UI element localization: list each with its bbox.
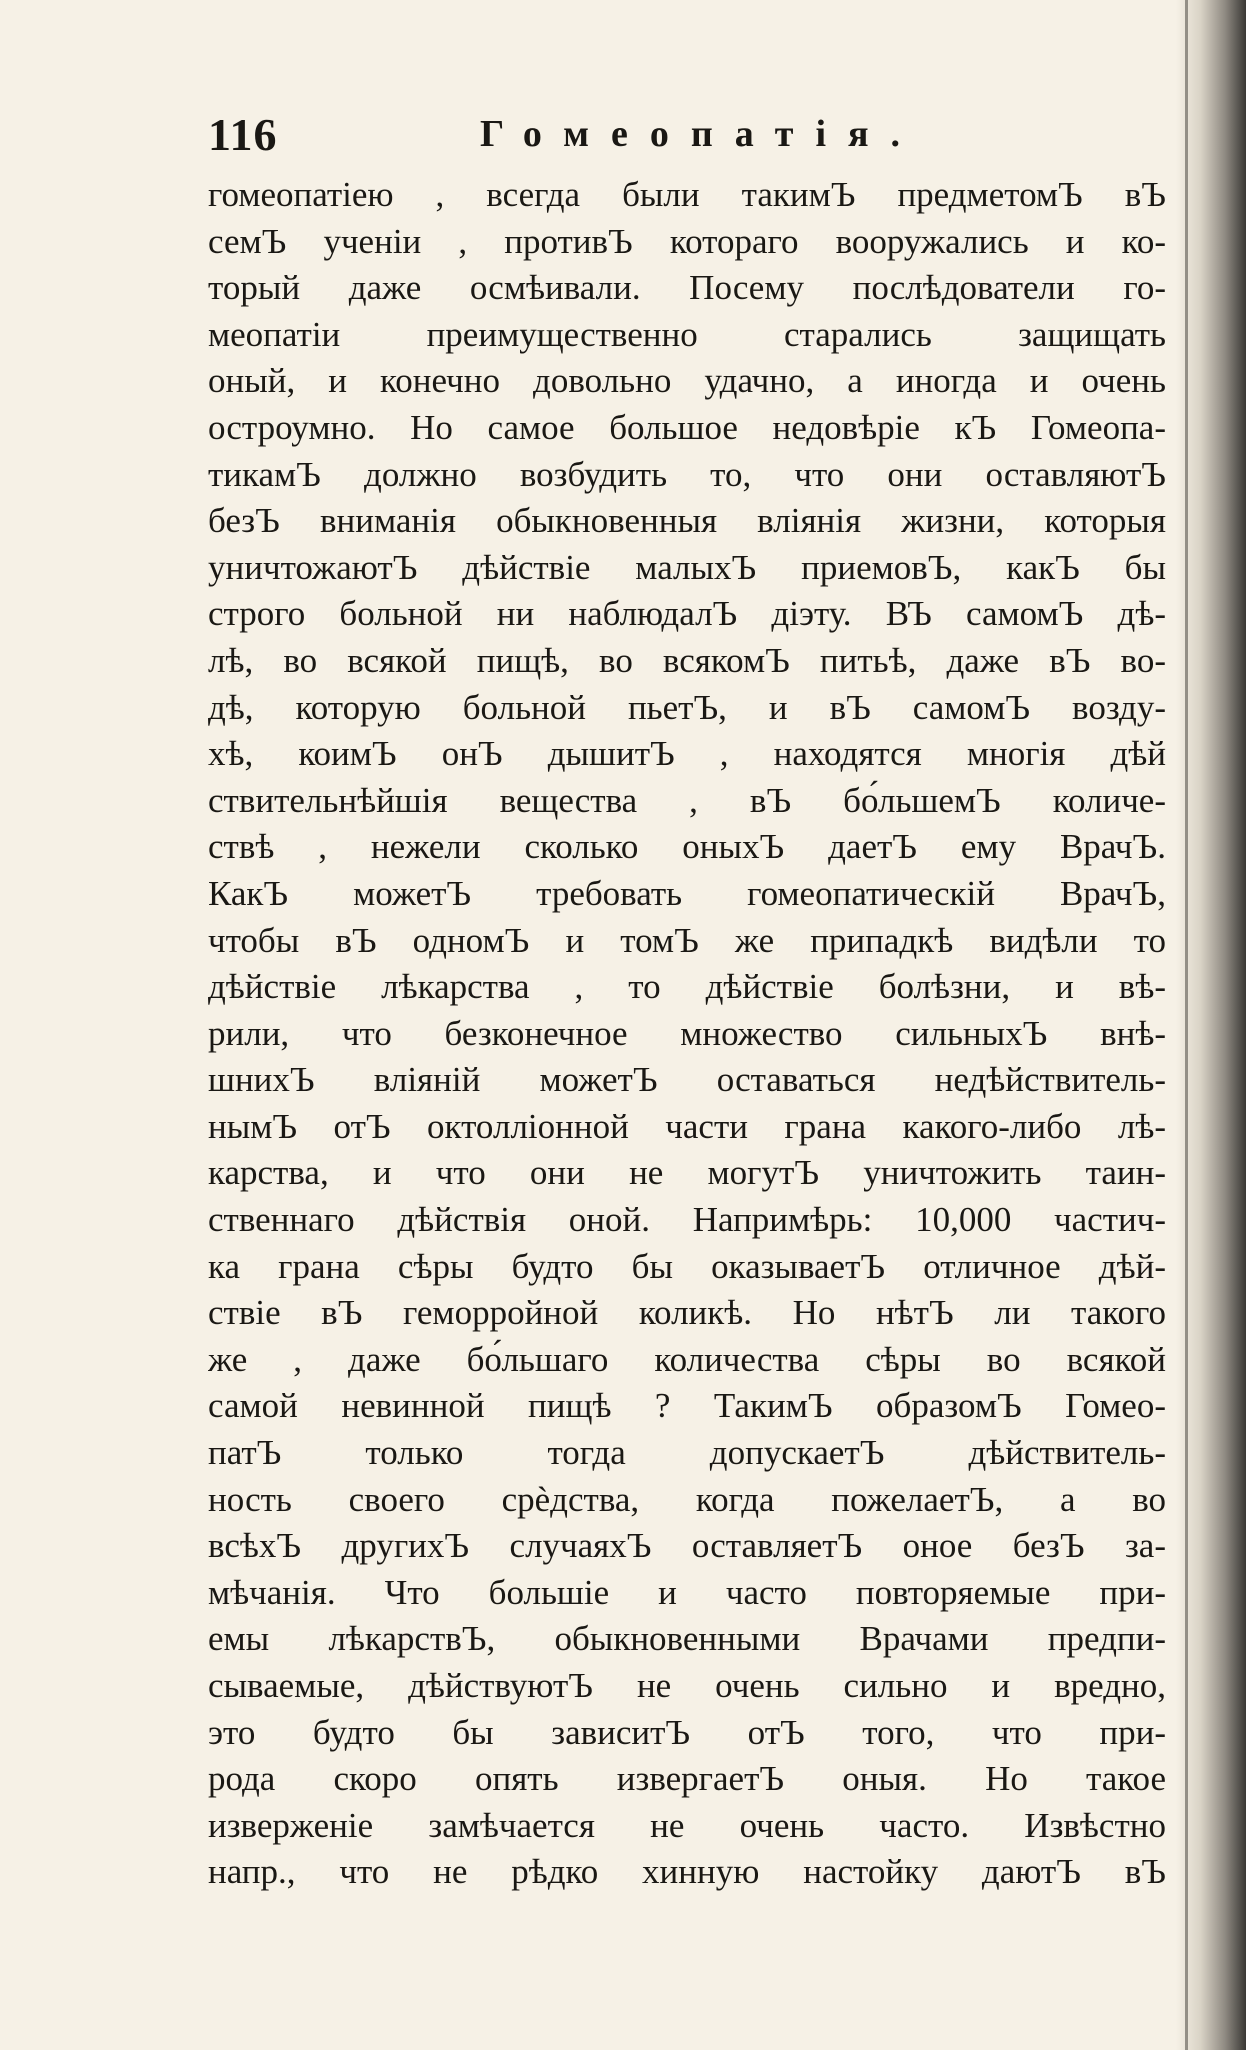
text-line: тикамЪ должно возбудить то, что они оставляютЪ bbox=[208, 454, 1166, 494]
text-line: мѣчанія. Что большіе и часто повторяемые при- bbox=[208, 1572, 1166, 1612]
text-line: ствіе вЪ геморройной коликѣ. Но нѣтЪ ли такого bbox=[208, 1293, 1166, 1333]
text-line: изверженіе замѣчается не очень часто. Извѣстно bbox=[208, 1805, 1166, 1845]
text-line: сываемые, дѣйствуютЪ не очень сильно и вредно, bbox=[208, 1666, 1166, 1705]
text-line: самой невинной пищѣ ? ТакимЪ образомЪ Гомео- bbox=[208, 1386, 1166, 1426]
text-line: гомеопатіею , всегда были такимЪ предметомЪ вЪ bbox=[208, 175, 1166, 214]
text-line: ствительнѣйшія вещества , вЪ бо́льшемЪ количе- bbox=[208, 780, 1166, 820]
text-line: ка грана сѣры будто бы оказываетЪ отличное дѣй- bbox=[208, 1246, 1166, 1286]
body-text bbox=[208, 172, 1166, 1896]
text-line: шнихЪ вліяній можетЪ оставаться недѣйствитель- bbox=[208, 1060, 1166, 1100]
text-line: безЪ вниманія обыкновенныя вліянія жизни, которыя bbox=[208, 501, 1166, 541]
text-line: нымЪ отЪ октолліонной части грана какого-либо лѣ- bbox=[208, 1106, 1166, 1146]
text-line: патЪ только тогда допускаетЪ дѣйствитель- bbox=[208, 1433, 1166, 1473]
text-line: карства, и что они не могутЪ уничтожить таин- bbox=[208, 1153, 1166, 1193]
text-line: оный, и конечно довольно удачно, а иногда и очень bbox=[208, 361, 1166, 401]
text-line: ность своего срѐдства, когда пожелаетЪ, а во bbox=[208, 1479, 1166, 1519]
text-line: всѣхЪ другихЪ случаяхЪ оставляетЪ оное безЪ за- bbox=[208, 1526, 1166, 1566]
text-line: дѣ, которую больной пьетЪ, и вЪ самомЪ возду- bbox=[208, 687, 1166, 727]
text-line: ственнаго дѣйствія оной. Напримѣрь: 10,000 частич- bbox=[208, 1200, 1166, 1240]
text-line: ствѣ , нежели сколько оныхЪ даетЪ ему ВрачЪ. bbox=[208, 827, 1166, 867]
text-line: КакЪ можетЪ требовать гомеопатическій ВрачЪ, bbox=[208, 873, 1166, 913]
text-line: семЪ ученіи , противЪ котораго вооружались и ко- bbox=[208, 221, 1166, 261]
text-line: емы лѣкарствЪ, обыкновенными Врачами предпи- bbox=[208, 1619, 1166, 1659]
text-line: строго больной ни наблюдалЪ діэту. ВЪ самомЪ дѣ- bbox=[208, 594, 1166, 634]
text-line: чтобы вЪ одномЪ и томЪ же припадкѣ видѣли то bbox=[208, 920, 1166, 960]
text-line: дѣйствіе лѣкарства , то дѣйствіе болѣзни, и вѣ- bbox=[208, 967, 1166, 1007]
text-line: хѣ, коимЪ онЪ дышитЪ , находятся многія дѣй bbox=[208, 734, 1166, 774]
text-line: торый даже осмѣивали. Посему послѣдователи го- bbox=[208, 268, 1166, 308]
text-line: лѣ, во всякой пищѣ, во всякомЪ питьѣ, даже вЪ во- bbox=[208, 640, 1166, 680]
page-header bbox=[208, 108, 1168, 168]
running-head: Гомеопатія. bbox=[480, 113, 923, 155]
text-line: это будто бы зависитЪ отЪ того, что при- bbox=[208, 1712, 1166, 1752]
text-line: меопатіи преимущественно старались защищать bbox=[208, 314, 1166, 354]
text-line: рода скоро опять извергаетЪ оныя. Но такое bbox=[208, 1759, 1166, 1799]
page-number: 116 bbox=[208, 109, 278, 160]
text-line: уничтожаютЪ дѣйствіе малыхЪ приемовЪ, какЪ бы bbox=[208, 547, 1166, 587]
text-line: же , даже бо́льшаго количества сѣры во всякой bbox=[208, 1339, 1166, 1379]
text-line: остроумно. Но самое большое недовѣріе кЪ Гомеопа- bbox=[208, 407, 1166, 447]
text-line: рили, что безконечное множество сильныхЪ внѣ- bbox=[208, 1013, 1166, 1053]
text-line: напр., что не рѣдко хинную настойку даютЪ вЪ bbox=[208, 1852, 1166, 1892]
page-edge-line bbox=[1185, 0, 1188, 2050]
